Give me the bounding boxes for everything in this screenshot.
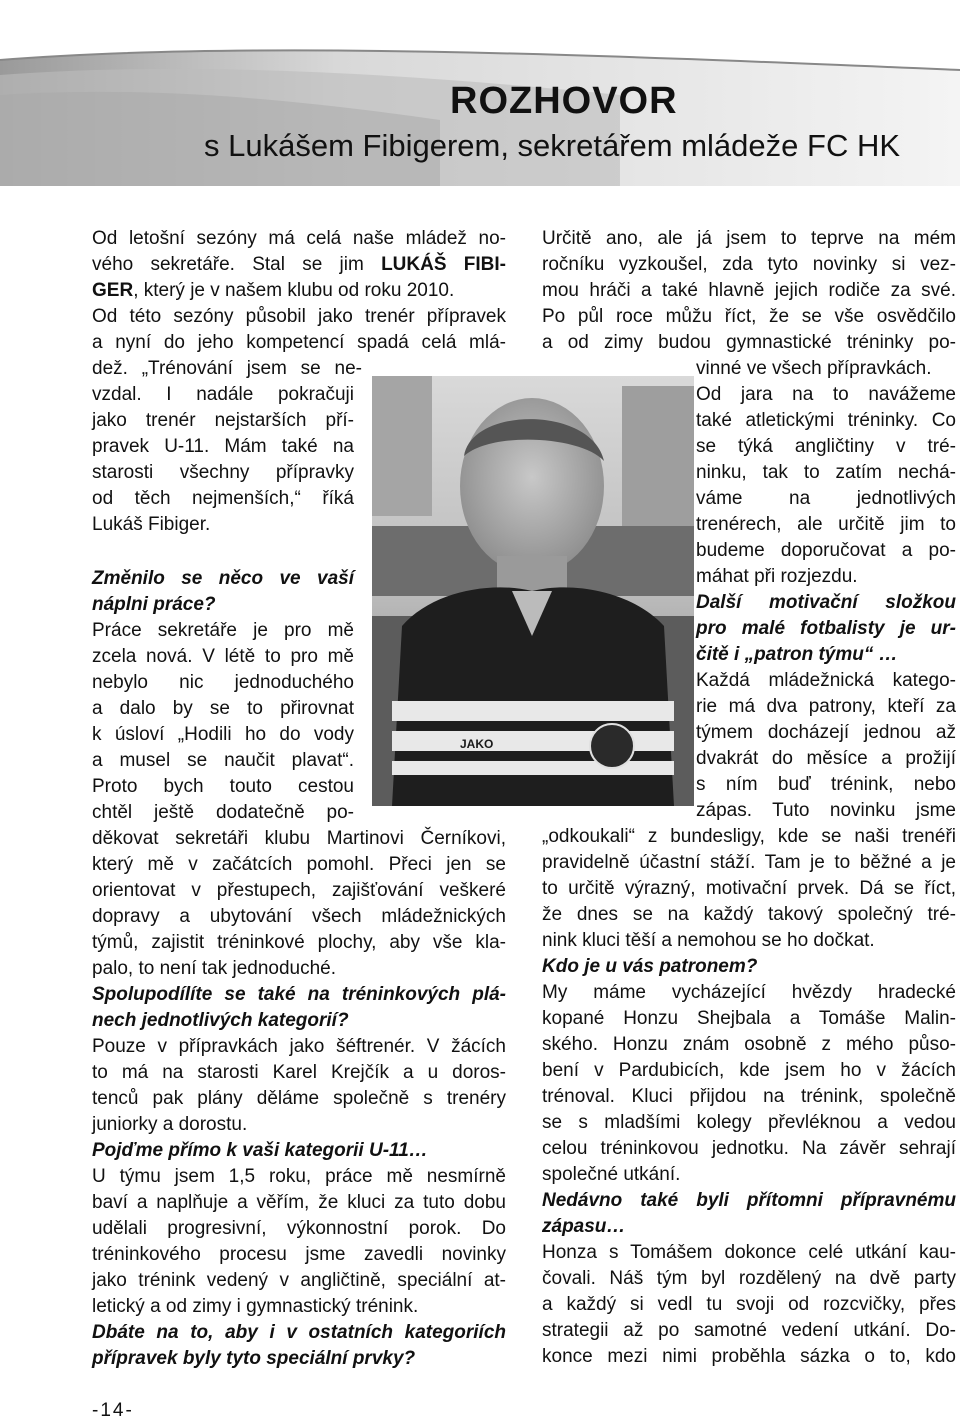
portrait-image	[372, 376, 694, 806]
text-line: trenérech, ale určitě jim to	[696, 514, 956, 535]
text-line: k úsloví „Hodili ho do vody	[92, 724, 354, 745]
question-line: nech jednotlivých kategorií?	[92, 1010, 349, 1031]
text-line: vzdal. I nadále pokračuji	[92, 384, 354, 405]
text-span: , který je v našem klubu od roku 2010.	[133, 280, 455, 301]
text-line: máhat při rozjezdu.	[696, 566, 858, 587]
portrait-photo	[372, 376, 694, 806]
text-line: pravek U-11. Mám také na	[92, 436, 354, 457]
text-line: trénoval. Kluci přijdou na trénink, společně	[542, 1086, 956, 1107]
text-line: juniorky a dorostu.	[92, 1114, 248, 1135]
question-line: Změnilo se něco ve vaší	[92, 568, 354, 589]
text-line: U týmu jsem 1,5 roku, práce mě nesmírně	[92, 1166, 506, 1187]
text-line: a nyní do jeho kompetencí spadá celá mlá-	[92, 332, 506, 353]
article-title: ROZHOVOR	[450, 80, 678, 122]
text-line: dež. „Trénování jsem se ne-	[92, 358, 362, 379]
question-line: přípravek byly tyto speciální prvky?	[92, 1348, 416, 1369]
text-line: Práce sekretáře je pro mě	[92, 620, 354, 641]
text-line: Od této sezóny působil jako trenér přípravek	[92, 306, 506, 327]
text-line: týmů, zajistit tréninkové plochy, aby vše kla-	[92, 932, 506, 953]
text-line: zápas. Tuto novinku jsme	[696, 800, 956, 821]
text-line: budeme doporučovat a po-	[696, 540, 956, 561]
text-line: děkovat sekretáři klubu Martinovi Černíkovi,	[92, 828, 506, 849]
text-line: Určitě ano, ale já jsem to teprve na mém	[542, 228, 956, 249]
text-line: ročníku vyzkoušel, zda tyto novinky si vez-	[542, 254, 956, 275]
question-line: pro malé fotbalisty je ur-	[696, 618, 956, 639]
text-line: udělali progresivní, výkonnostní porok. Do	[92, 1218, 506, 1239]
text-line: Honza s Tomášem dokonce celé utkání kau-	[542, 1242, 956, 1263]
text-line: čovali. Náš tým byl rozdělený na dvě party	[542, 1268, 956, 1289]
text-line: týmem docházejí jednou až	[696, 722, 956, 743]
question-line: Další motivační složkou	[696, 592, 956, 613]
text-line: letický a od zimy i gymnastický trénink.	[92, 1296, 419, 1317]
text-line: také atletickými tréninky. Co	[696, 410, 956, 431]
text-line: mou hráči a také hlavně jejich rodiče za své.	[542, 280, 956, 301]
text-line: Od letošní sezóny má celá naše mládež no-	[92, 228, 506, 249]
text-line: nink kluci těší a nemohou se ho dočkat.	[542, 930, 875, 951]
text-line: od těch nejmenších,“ říká	[92, 488, 354, 509]
text-line: Proto bych touto cestou	[92, 776, 354, 797]
text-line: vinné ve všech přípravkách.	[696, 358, 932, 379]
jersey-logo-text: JAKO	[460, 737, 494, 751]
text-line: ského. Honzu znám osobně z mého půso-	[542, 1034, 956, 1055]
text-line: tenců pak plány děláme společně s trenéry	[92, 1088, 506, 1109]
text-line: orientovat v přestupech, zajišťování veškeré	[92, 880, 506, 901]
person-name: LUKÁŠ FIBI-	[381, 254, 506, 275]
text-line: chtěl ještě dodatečně po-	[92, 802, 354, 823]
text-line: s ním buď trénink, nebo	[696, 774, 956, 795]
text-line: společné utkání.	[542, 1164, 681, 1185]
text-line: a každý si vedl tu svoji od rozcvičky, přes	[542, 1294, 956, 1315]
text-line: se týká angličtiny v tré-	[696, 436, 956, 457]
question-line: Nedávno také byli přítomni přípravnému	[542, 1190, 956, 1211]
text-line: dopravy a ubytování všech mládežnických	[92, 906, 506, 927]
text-line: bení v Pardubicích, kde jsem ho v žácích	[542, 1060, 956, 1081]
text-line: Po půl roce můžu říct, že se vše osvědčilo	[542, 306, 956, 327]
text-line: Každá mládežnická katego-	[696, 670, 956, 691]
question-line: Pojďme přímo k vaši kategorii U-11…	[92, 1140, 428, 1161]
text-line: a musel se naučit plavat“.	[92, 750, 354, 771]
question-line: náplni práce?	[92, 594, 216, 615]
text-line: zcela nová. V létě to pro mě	[92, 646, 354, 667]
page-number: -14-	[92, 1400, 134, 1421]
text-line: že dnes se na každý takový společný tré-	[542, 904, 956, 925]
text-line: palo, to není tak jednoduché.	[92, 958, 337, 979]
text-line: to určitě výrazný, motivační prvek. Dá se říct,	[542, 878, 956, 899]
question-line: zápasu…	[542, 1216, 626, 1237]
text-line: který mě v začátcích pomohl. Přeci jen se	[92, 854, 506, 875]
text-line: baví a naplňuje a věřím, že kluci za tuto dobu	[92, 1192, 506, 1213]
text-line: jako trenér nejstarších pří-	[92, 410, 354, 431]
article-subtitle: s Lukášem Fibigerem, sekretářem mládeže FC HK	[204, 128, 901, 163]
text-line: Pouze v přípravkách jako šéftrenér. V žácích	[92, 1036, 506, 1057]
text-line: My máme vycházející hvězdy hradecké	[542, 982, 956, 1003]
text-line: pravidelně účastní stáží. Tam je to běžné a je	[542, 852, 956, 873]
question-line: Dbáte na to, aby i v ostatních kategoriích	[92, 1322, 506, 1343]
text-line: to má na starosti Karel Krejčík a u doros-	[92, 1062, 506, 1083]
text-line: starosti všechny přípravky	[92, 462, 354, 483]
text-line: a dalo by se to přirovnat	[92, 698, 354, 719]
text-line	[92, 254, 506, 276]
question-line: čitě i „patron týmu“ …	[696, 644, 898, 665]
text-line	[92, 280, 454, 302]
text-line: váme na jednotlivých	[696, 488, 956, 509]
text-span: vého sekretáře. Stal se jim	[92, 254, 364, 275]
text-line: dvakrát do měsíce a prožijí	[696, 748, 956, 769]
text-line: tréninkového procesu jsme zavedli novinky	[92, 1244, 506, 1265]
text-line: strategii až po samotné vedení utkání. Do-	[542, 1320, 956, 1341]
text-line: rie má dva patrony, kteří za	[696, 696, 956, 717]
person-name: GER	[92, 280, 134, 301]
text-line: konce mezi nimi proběhla sázka o to, kdo	[542, 1346, 956, 1367]
text-line: Lukáš Fibiger.	[92, 514, 211, 535]
text-line: „odkoukali“ z bundesligy, kde se naši trenéři	[542, 826, 956, 847]
text-line: jako trénink vedený v angličtině, speciální at-	[92, 1270, 506, 1291]
text-line: kopané Honzu Shejbala a Tomáše Malin-	[542, 1008, 956, 1029]
text-line: nebylo nic jednoduchého	[92, 672, 354, 693]
text-line: a od zimy budou gymnastické tréninky po-	[542, 332, 956, 353]
question-line: Spolupodílíte se také na tréninkových plá-	[92, 984, 506, 1005]
text-line: Od jara na to navážeme	[696, 384, 956, 405]
text-line: ninku, tak to zatím nechá-	[696, 462, 956, 483]
text-line: se s mladšími kolegy převléknou a vedou	[542, 1112, 956, 1133]
text-line: celou tréninkovou jednotku. Na závěr sehrají	[542, 1138, 956, 1159]
question-line: Kdo je u vás patronem?	[542, 956, 758, 977]
